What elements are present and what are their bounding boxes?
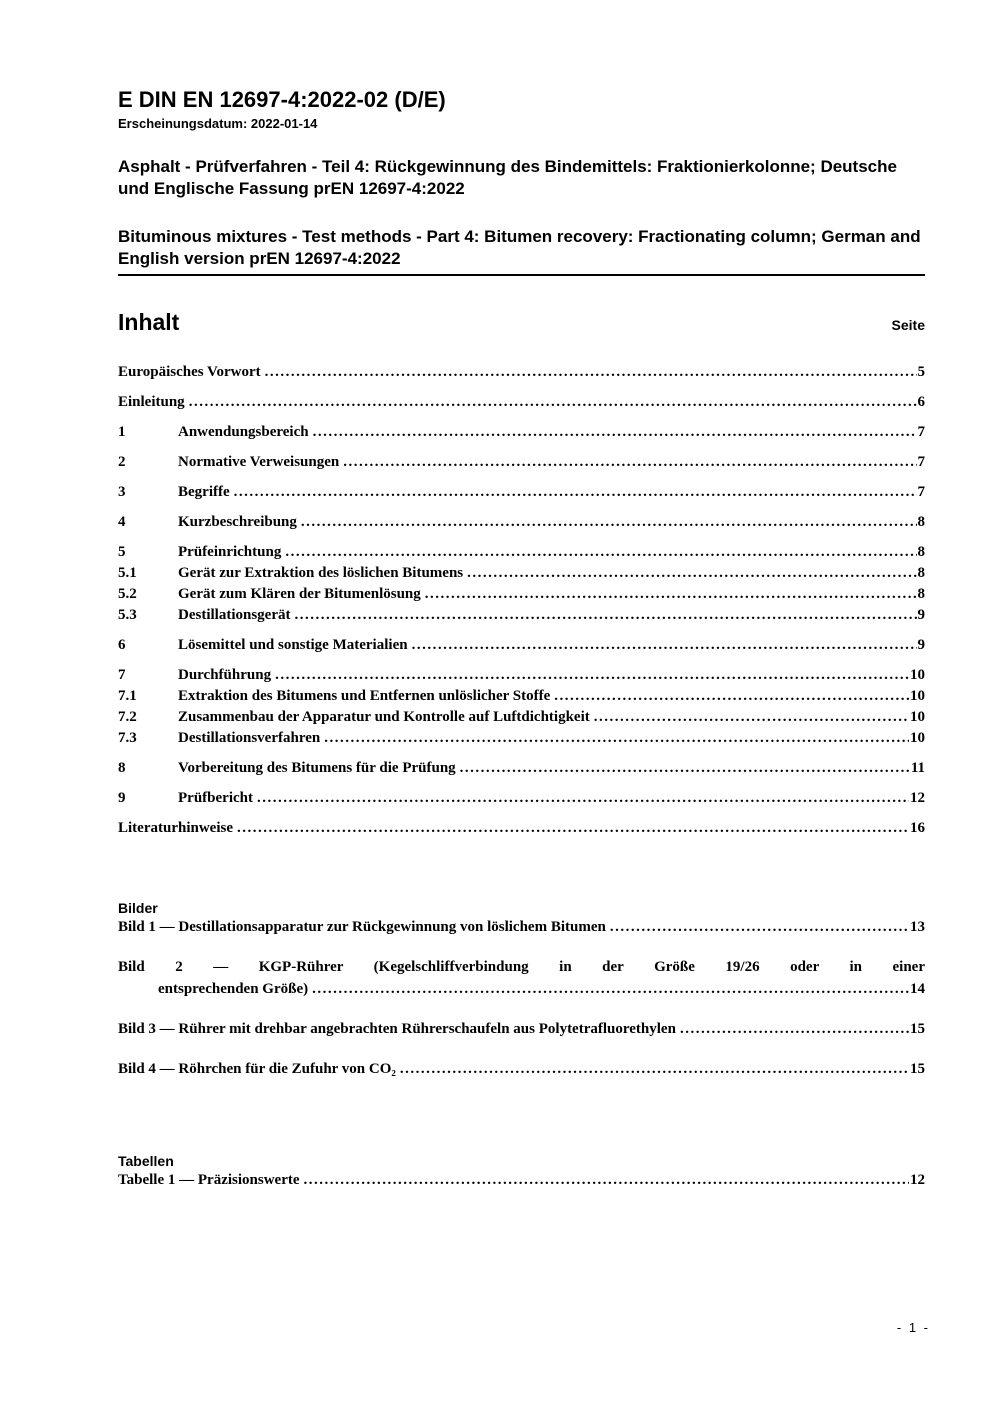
toc-entry-label: Prüfeinrichtung xyxy=(178,544,282,560)
footer-page-number: - 1 - xyxy=(896,1320,930,1335)
toc-entry-label: Lösemittel und sonstige Materialien xyxy=(178,637,408,653)
toc-entry xyxy=(118,818,925,839)
toc-entry-number: 3 xyxy=(118,484,126,500)
toc-entry-label: Destillationsverfahren xyxy=(178,730,321,746)
title-english: Bituminous mixtures - Test methods - Part 4: Bitumen recovery: Fractionating column; German and English version prEN 12697-4:2022 xyxy=(118,227,921,268)
toc-entry-label: Europäisches Vorwort xyxy=(118,364,261,380)
dot-leader xyxy=(606,917,909,938)
toc-entry-label: Vorbereitung des Bitumens für die Prüfung xyxy=(178,760,456,776)
toc-entry-page: 8 xyxy=(917,586,925,602)
figure-entry xyxy=(118,1019,925,1040)
dot-leader xyxy=(550,686,909,707)
toc-entry xyxy=(118,512,925,533)
toc-entry xyxy=(118,605,925,626)
header-divider xyxy=(118,274,925,276)
dot-leader xyxy=(676,1019,909,1040)
dot-leader xyxy=(261,362,917,383)
toc-entry-page: 10 xyxy=(910,730,925,746)
toc-entry-number: 7.3 xyxy=(118,730,137,746)
toc-entry-page: 7 xyxy=(917,484,925,500)
dot-leader xyxy=(590,707,909,728)
document-page xyxy=(118,0,925,1191)
dot-leader xyxy=(253,788,909,809)
toc-entry-page: 16 xyxy=(910,820,925,836)
toc-entry-label: Gerät zum Klären der Bitumenlösung xyxy=(178,586,421,602)
toc-entry xyxy=(118,452,925,473)
dot-leader xyxy=(309,422,917,443)
figure-entry-label: Bild 4 — Röhrchen für die Zufuhr von CO₂ xyxy=(118,1061,396,1077)
figure-entry xyxy=(118,917,925,938)
toc-entry-page: 8 xyxy=(917,544,925,560)
dot-leader xyxy=(308,979,909,1000)
toc-entry-number: 5.2 xyxy=(118,586,137,602)
figure-entry-label-line1: Bild 2 — KGP-Rührer (Kegelschliffverbindung in der Größe 19/26 oder in einer xyxy=(118,959,925,975)
toc-entry-label: Literaturhinweise xyxy=(118,820,233,836)
figure-entry-label: Bild 1 — Destillationsapparatur zur Rückgewinnung von löslichem Bitumen xyxy=(118,919,606,935)
dot-leader xyxy=(271,665,909,686)
toc-entry-page: 8 xyxy=(917,514,925,530)
toc-entry-number: 1 xyxy=(118,424,126,440)
toc-entry xyxy=(118,584,925,605)
title-german: Asphalt - Prüfverfahren - Teil 4: Rückgewinnung des Bindemittels: Fraktionierkolonne; Deutsche und Englische Fassung prEN 12697-4:2022 xyxy=(118,157,897,198)
table-entry-label: Tabelle 1 — Präzisionswerte xyxy=(118,1172,300,1188)
toc-entry-page: 10 xyxy=(910,709,925,725)
toc-entry xyxy=(118,542,925,563)
toc-entry-number: 7 xyxy=(118,667,126,683)
figure-entry-page: 15 xyxy=(910,1021,925,1037)
toc-entry xyxy=(118,392,925,413)
figure-entry-page: 13 xyxy=(910,919,925,935)
toc-entry xyxy=(118,707,925,728)
tables-list xyxy=(118,1170,925,1191)
figure-entry xyxy=(118,957,925,1000)
figure-entry-page: 15 xyxy=(910,1061,925,1077)
toc-list xyxy=(118,362,925,839)
toc-entry-number: 4 xyxy=(118,514,126,530)
tables-heading: Tabellen xyxy=(118,1153,174,1169)
toc-entry xyxy=(118,686,925,707)
dot-leader xyxy=(300,1170,909,1191)
toc-entry-label: Begriffe xyxy=(178,484,230,500)
table-entry xyxy=(118,1170,925,1191)
toc-entry-number: 2 xyxy=(118,454,126,470)
dot-leader xyxy=(320,728,909,749)
toc-entry xyxy=(118,482,925,503)
toc-entry xyxy=(118,563,925,584)
toc-entry xyxy=(118,728,925,749)
table-entry-page: 12 xyxy=(910,1172,925,1188)
dot-leader xyxy=(339,452,916,473)
figures-heading: Bilder xyxy=(118,900,158,916)
toc-entry-page: 12 xyxy=(910,790,925,806)
toc-entry-number: 8 xyxy=(118,760,126,776)
figure-entry-page: 14 xyxy=(910,981,925,997)
toc-entry-label: Normative Verweisungen xyxy=(178,454,340,470)
toc-entry xyxy=(118,635,925,656)
toc-entry-label: Gerät zur Extraktion des löslichen Bitumens xyxy=(178,565,464,581)
doc-number-title: E DIN EN 12697-4:2022-02 (D/E) xyxy=(118,87,446,112)
toc-entry-label: Prüfbericht xyxy=(178,790,253,806)
dot-leader xyxy=(281,542,916,563)
toc-entry xyxy=(118,665,925,686)
toc-entry-label: Destillationsgerät xyxy=(178,607,291,623)
figure-entry-label-line2: entsprechenden Größe) xyxy=(158,981,309,997)
toc-entry-label: Einleitung xyxy=(118,394,185,410)
toc-entry-page: 11 xyxy=(910,760,925,776)
toc-entry-number: 7.1 xyxy=(118,688,137,704)
toc-entry-page: 7 xyxy=(917,424,925,440)
toc-header xyxy=(118,308,925,336)
toc-entry xyxy=(118,788,925,809)
publication-date: Erscheinungsdatum: 2022-01-14 xyxy=(118,116,318,131)
dot-leader xyxy=(233,818,909,839)
dot-leader xyxy=(421,584,917,605)
toc-entry-page: 7 xyxy=(917,454,925,470)
toc-heading: Inhalt xyxy=(118,309,180,335)
toc-entry-number: 7.2 xyxy=(118,709,137,725)
dot-leader xyxy=(185,392,917,413)
figure-entry xyxy=(118,1059,925,1080)
toc-entry-number: 9 xyxy=(118,790,126,806)
toc-entry-number: 6 xyxy=(118,637,126,653)
toc-entry-label: Extraktion des Bitumens und Entfernen unlöslicher Stoffe xyxy=(178,688,551,704)
dot-leader xyxy=(297,512,917,533)
toc-entry-page: 6 xyxy=(917,394,925,410)
toc-entry-label: Zusammenbau der Apparatur und Kontrolle auf Luftdichtigkeit xyxy=(178,709,590,725)
dot-leader xyxy=(456,758,910,779)
toc-entry xyxy=(118,362,925,383)
dot-leader xyxy=(230,482,917,503)
toc-entry-label: Anwendungsbereich xyxy=(178,424,309,440)
toc-entry-number: 5 xyxy=(118,544,126,560)
toc-entry-page: 10 xyxy=(910,667,925,683)
toc-entry-number: 5.1 xyxy=(118,565,137,581)
toc-entry-page: 8 xyxy=(917,565,925,581)
figure-entry-label: Bild 3 — Rührer mit drehbar angebrachten Rührerschaufeln aus Polytetrafluorethylen xyxy=(118,1021,676,1037)
toc-entry-page: 5 xyxy=(917,364,925,380)
toc-entry xyxy=(118,422,925,443)
toc-entry-number: 5.3 xyxy=(118,607,137,623)
toc-entry-label: Kurzbeschreibung xyxy=(178,514,297,530)
figures-list xyxy=(118,917,925,1080)
toc-entry xyxy=(118,758,925,779)
dot-leader xyxy=(396,1059,909,1080)
dot-leader xyxy=(290,605,916,626)
toc-entry-label: Durchführung xyxy=(178,667,272,683)
toc-entry-page: 9 xyxy=(917,607,925,623)
figure-entry-continuation xyxy=(158,979,925,1000)
toc-entry-page: 10 xyxy=(910,688,925,704)
toc-entry-page: 9 xyxy=(917,637,925,653)
toc-page-column-label: Seite xyxy=(891,317,925,333)
dot-leader xyxy=(463,563,916,584)
dot-leader xyxy=(408,635,917,656)
